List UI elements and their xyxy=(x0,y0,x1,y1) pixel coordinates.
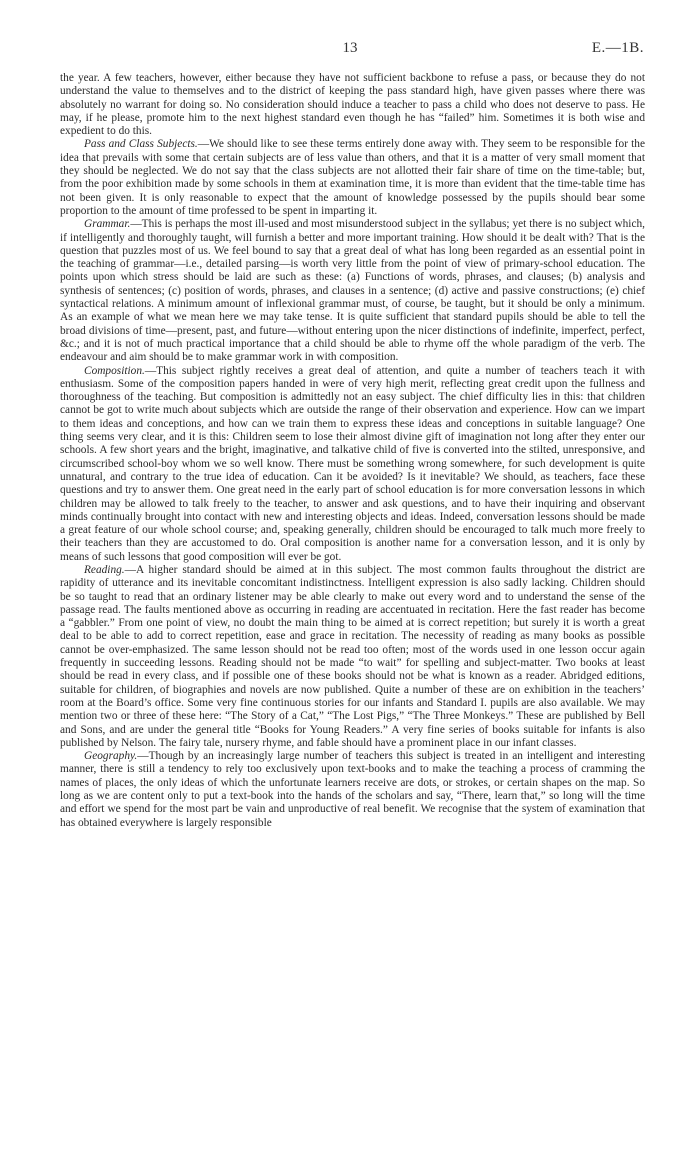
section-heading: Geography. xyxy=(84,750,138,763)
document-body xyxy=(60,72,645,830)
paragraph-pass-class-subjects xyxy=(60,138,645,218)
paragraph-opening: the year. A few teachers, however, either because they have not sufficient backbone to refuse a pass, or because they do not understand the value to themselves and to the district of keeping the pass standard high, have given passes where there was absolutely no warrant for doing so. No consideration should induce a teacher to pass a child who does not deserve to pass. He may, if he please, promote him to the next highest standard even though he has “failed” him. Sometimes it is both wise and expedient to do this. xyxy=(60,72,645,138)
section-heading: Composition. xyxy=(84,364,145,377)
document-reference: E.—1B. xyxy=(591,40,644,56)
section-text: —This subject rightly receives a great deal of attention, and quite a number of teachers teach it with enthusiasm. Some of the composition papers handed in were of very high merit, reflecting great credit upon the fullness and thoroughness of the teaching. But composition is admittedly not an easy subject. The chief difficulty lies in this: that children cannot be got to write much about subjects which are outside the range of their observation and experience. How can we impart to them ideas and conceptions, and how can we train them to express these ideas and conceptions in suitable language? One thing seems very clear, and it is this: Children seem to lose their almost divine gift of imagination not long after they enter our schools. A few short years and the bright, imaginative, and talkative child of five is converted into the stilted, unresponsive, and circumscribed school-boy whom we so well know. There must be something wrong somewhere, for such development is quite unnatural, and contrary to the true idea of education. Can it be avoided? Is it inevitable? We should, as teachers, face these questions and try to answer them. One great need in the early part of school education is for more conversation lessons in which children may be allowed to talk freely to the teacher, to answer and ask questions, and to have their inquiring and observant minds continually brought into contact with new and interesting objects and ideas. Indeed, conversation lessons should be made a great feature of our whole school course; and, speaking generally, children should be encouraged to talk much more freely to their teachers than they are accustomed to do. Oral composition is another name for a conversation lesson, and it is only by means of such lessons that good composition will ever be got. xyxy=(60,364,645,563)
paragraph-grammar xyxy=(60,218,645,364)
section-text: —This is perhaps the most ill-used and most misunderstood subject in the syllabus; yet there is no subject which, if intelligently and thoroughly taught, will furnish a better and more important training. How should it be dealt with? That is the question that puzzles most of us. We feel bound to say that a great deal of what has long been regarded as an essential point in the teaching of grammar—i.e., detailed parsing—is worth very little from the point of view of primary-school education. The points upon which stress should be laid are such as these: (a) Functions of words, phrases, and clauses; (b) analysis and synthesis of sentences; (c) position of words, phrases, and clauses in a sentence; (d) active and passive constructions; (e) chief syntactical relations. A minimum amount of inflexional grammar must, of course, be taught, but it should be only a minimum. As an example of what we mean here we may take tense. It is quite sufficient that standard pupils should be able to tell the broad divisions of time—present, past, and future—without entering upon the nicer distinctions of indefinite, imperfect, perfect, &c.; and it is not of much practical importance that a child should be able to rhyme off the whole paradigm of the verb. The endeavour and aim should be to make grammar work in with composition. xyxy=(60,218,645,364)
section-text: —Though by an increasingly large number of teachers this subject is treated in an intelligent and interesting manner, there is still a tendency to rely too exclusively upon text-books and to make the teaching a process of cramming the names of places, the only ideas of which the unfortunate learners receive are dots, or strokes, or certain shapes on the map. So long as we are content only to put a text-book into the hands of the scholars and say, “There, learn that,” so long will the time and effort we spend for the most part be vain and unproductive of real benefit. We recognise that the system of examination that has obtained everywhere is largely responsible xyxy=(60,750,645,829)
section-text: —A higher standard should be aimed at in this subject. The most common faults throughout the district are rapidity of utterance and its inevitable concomitant indistinctness. Intelligent expression is also sadly lacking. Children should be so taught to read that an ordinary listener may be able clearly to make out every word and to understand the sense of the passage read. The faults mentioned above as occurring in reading are accentuated in recitation. Here the fast reader has become a “gabbler.” From one point of view, no doubt the main thing to be aimed at is correct repetition; but surely it is worth a great deal to be able to add to correct repetition, ease and grace in recitation. The necessity of reading as many books as possible cannot be over-emphasized. The same lesson should not be read too often; most of the words used in one lesson occur again frequently in succeeding lessons. Reading should not be made “to wait” for spelling and subject-matter. Two books at least should be read in every class, and if possible one of these books should not be what is known as a reader. Abridged editions, suitable for children, of biographies and novels are now published. Quite a number of these are on exhibition in the teachers’ room at the Board’s office. Some very fine continuous stories for our infants and Standard I. pupils are also available. We may mention two or three of these here: “The Story of a Cat,” “The Lost Pigs,” “The Three Monkeys.” These are published by Bell and Sons, and are under the general title “Books for Young Readers.” A very fine series of books suitable for infants is also published by Nelson. The fairy tale, nursery rhyme, and fable should have a prominent place in our infant classes. xyxy=(60,563,645,749)
page-number: 13 xyxy=(342,40,358,56)
paragraph-composition xyxy=(60,365,645,564)
paragraph-geography xyxy=(60,750,645,830)
section-heading: Pass and Class Subjects. xyxy=(84,138,198,151)
section-heading: Reading. xyxy=(84,563,125,576)
paragraph-reading xyxy=(60,564,645,750)
section-heading: Grammar. xyxy=(84,218,131,231)
section-text: —We should like to see these terms entirely done away with. They seem to be responsible for the idea that prevails with some that certain subjects are of less value than others, and that it is a matter of very small moment that they should be neglected. We do not say that the class subjects are not allotted their fair share of time on the time-table; but, from the poor exhibition made by some schools in them at examination time, it is more than evident that the time-table time has not been given. It is only reasonable to expect that the amount of knowledge possessed by the pupils should bear some proportion to the amount of time professed to be spent in imparting it. xyxy=(60,138,646,217)
